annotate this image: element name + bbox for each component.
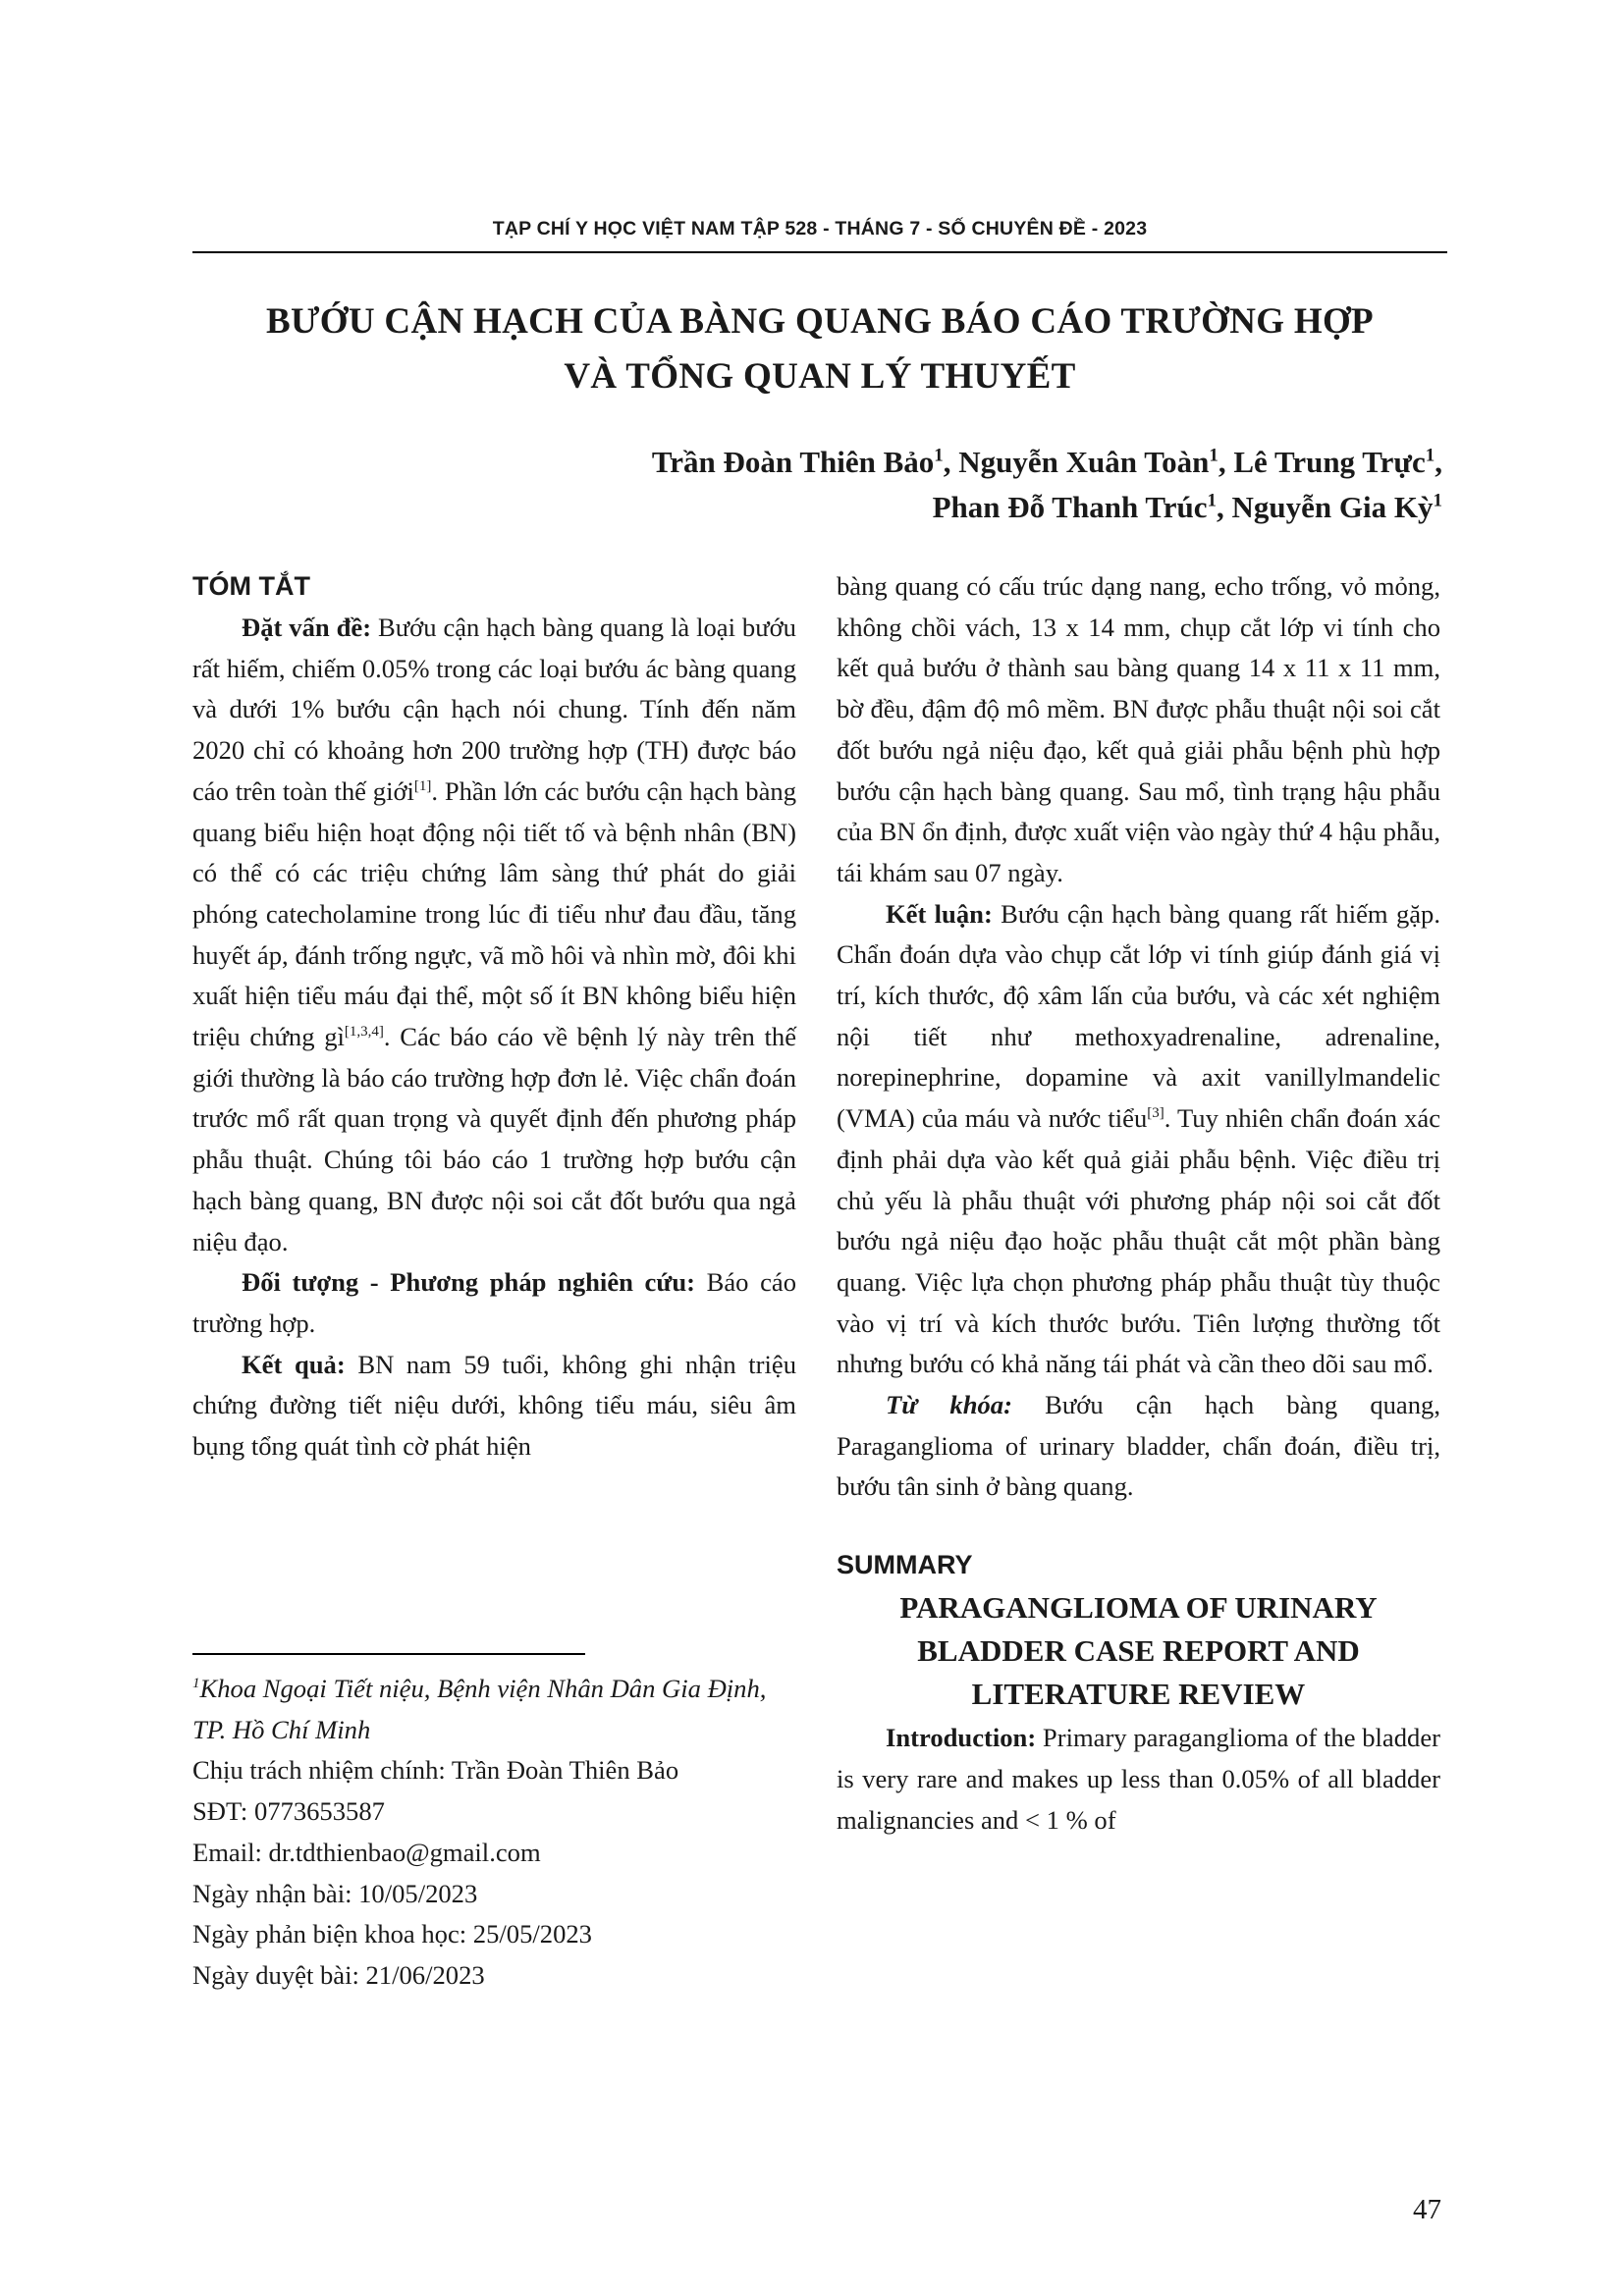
author-name: Phan Đỗ Thanh Trúc	[932, 490, 1208, 524]
email-address: Email: dr.tdthienbao@gmail.com	[192, 1837, 541, 1867]
english-title-line: PARAGANGLIOMA OF URINARY	[899, 1590, 1378, 1626]
results-label: Kết quả:	[242, 1349, 346, 1379]
english-title-line: BLADDER CASE REPORT AND	[917, 1633, 1360, 1669]
right-column	[837, 566, 1440, 1841]
abstract-results	[192, 1345, 796, 1468]
methods-label: Đối tượng - Phương pháp nghiên cứu:	[242, 1267, 695, 1298]
citation-ref: [1,3,4]	[344, 1024, 384, 1041]
author-aff: 1	[1207, 490, 1218, 511]
article-title	[192, 294, 1447, 404]
author-name: Trần Đoàn Thiên Bảo	[651, 445, 935, 479]
author-line-2: Phan Đỗ Thanh Trúc$^1$, Nguyễn Gia Kỳ$^1$	[932, 490, 1442, 524]
affiliation-note	[192, 1669, 801, 1750]
author-line-1: Trần Đoàn Thiên Bảo$^1$, Nguyễn Xuân Toàn$^1$, Lê Trung Trực$^1$,	[651, 445, 1442, 479]
methods-text: Báo cáo trường hợp.	[192, 1267, 796, 1338]
reviewed-date: Ngày phản biện khoa học: 25/05/2023	[192, 1919, 592, 1949]
received-date: Ngày nhận bài: 10/05/2023	[192, 1878, 478, 1908]
page-number: 47	[1413, 2194, 1441, 2225]
conclusion-text: . Tuy nhiên chẩn đoán xác định phải dựa vào kết quả giải phẫu bệnh. Việc điều trị chủ yếu là phẫu thuật với phương pháp nội soi cắt đốt bướu ngả niệu đạo hoặc phẫu thuật cắt một phần bàng quang. Việc lựa chọn phương pháp phẫu thuật tùy thuộc vào vị trí và kích thước bướu. Tiên lượng thường tốt nhưng bướu có khả năng tái phát và cần theo dõi sau mổ.	[837, 1103, 1440, 1379]
affiliation-mark: 1	[192, 1676, 200, 1692]
abstract-methods	[192, 1262, 796, 1344]
title-line-2: VÀ TỔNG QUAN LÝ THUYẾT	[564, 356, 1076, 397]
english-title-line: LITERATURE REVIEW	[971, 1677, 1306, 1712]
english-title	[837, 1586, 1440, 1716]
author-aff: 1	[1433, 490, 1442, 511]
results-text: BN nam 59 tuổi, không ghi nhận triệu chứng đường tiết niệu dưới, không tiểu máu, siêu âm bụng tổng quát tình cờ phát hiện	[192, 1349, 796, 1462]
journal-header: TẠP CHÍ Y HỌC VIỆT NAM TẬP 528 - THÁNG 7 - SỐ CHUYÊN ĐỀ - 2023	[492, 218, 1148, 240]
intro-label: Đặt vấn đề:	[242, 613, 372, 642]
author-aff: 1	[1209, 445, 1218, 466]
header-rule	[192, 251, 1447, 253]
intro-text: . Các báo cáo về bệnh lý này trên thế giới thường là báo cáo trường hợp đơn lẻ. Việc chẩn đoán trước mổ rất quan trọng và quyết định đến phương pháp phẫu thuật. Chúng tôi báo cáo 1 trường hợp bướu cận hạch bàng quang, BN được nội soi cắt đốt bướu qua ngả niệu đạo.	[192, 1022, 797, 1256]
author-name: Nguyễn Xuân Toàn	[958, 445, 1210, 479]
summary-intro-label: Introduction:	[886, 1723, 1037, 1753]
keywords-text: Bướu cận hạch bàng quang, Paraganglioma of urinary bladder, chẩn đoán, điều trị, bướu tân sinh ở bàng quang.	[837, 1390, 1440, 1502]
accepted-date: Ngày duyệt bài: 21/06/2023	[192, 1959, 485, 1990]
keywords-label: Từ khóa:	[886, 1390, 1012, 1420]
summary-heading: SUMMARY	[837, 1550, 973, 1580]
abstract-results-continued: bàng quang có cấu trúc dạng nang, echo trống, vỏ mỏng, không chồi vách, 13 x 14 mm, chụp cắt lớp vi tính cho kết quả bướu ở thành sau bàng quang 14 x 11 x 11 mm, bờ đều, đậm độ mô mềm. BN được phẫu thuật nội soi cắt đốt bướu ngả niệu đạo, kết quả giải phẫu bệnh phù hợp bướu cận hạch bàng quang. Sau mổ, tình trạng hậu phẫu của BN ổn định, được xuất viện vào ngày thứ 4 hậu phẫu, tái khám sau 07 ngày.	[837, 571, 1440, 887]
author-name: Nguyễn Gia Kỳ	[1231, 490, 1434, 524]
abstract-keywords	[837, 1385, 1440, 1508]
author-name: Lê Trung Trực	[1233, 445, 1426, 479]
author-list	[652, 440, 1442, 530]
summary-introduction	[837, 1718, 1440, 1841]
phone-number: SĐT: 0773653587	[192, 1796, 385, 1827]
citation-ref: [3]	[1147, 1105, 1164, 1122]
affiliation-text: Khoa Ngoại Tiết niệu, Bệnh viện Nhân Dân Gia Định, TP. Hồ Chí Minh	[192, 1674, 767, 1744]
citation-ref: [1]	[413, 777, 432, 794]
conclusion-text: Bướu cận hạch bàng quang rất hiếm gặp. Chẩn đoán dựa vào chụp cắt lớp vi tính giúp đánh giá vị trí, kích thước, độ xâm lấn của bướu, và các xét nghiệm nội tiết như methoxyadrenaline, adrenaline, norepinephrine, dopamine và axit vanillylmandelic (VMA) của máu và nước tiểu	[837, 898, 1440, 1134]
title-line-1: BƯỚU CẬN HẠCH CỦA BÀNG QUANG BÁO CÁO TRƯỜNG HỢP	[266, 301, 1374, 342]
conclusion-label: Kết luận:	[886, 898, 993, 929]
summary-intro-text: Primary paraganglioma of the bladder is very rare and makes up less than 0.05% of all bladder malignancies and < 1 % of	[837, 1723, 1440, 1835]
author-aff: 1	[1425, 445, 1435, 466]
left-column	[192, 566, 796, 1468]
corresponding-author: Chịu trách nhiệm chính: Trần Đoàn Thiên Bảo	[192, 1755, 679, 1786]
author-aff: 1	[934, 445, 944, 466]
intro-text: Bướu cận hạch bàng quang là loại bướu rất hiếm, chiếm 0.05% trong các loại bướu ác bàng quang và dưới 1% bướu cận hạch nói chung. Tính đến năm 2020 chỉ có khoảng hơn 200 trường hợp (TH) được báo cáo trên toàn thế giới	[192, 613, 796, 806]
footnotes	[192, 1669, 801, 1997]
abstract-conclusion	[837, 894, 1440, 1385]
abstract-introduction	[192, 608, 796, 1262]
intro-text: . Phần lớn các bướu cận hạch bàng quang biểu hiện hoạt động nội tiết tố và bệnh nhân (BN) có thể có các triệu chứng lâm sàng thứ phát do giải phóng catecholamine trong lúc đi tiểu như đau đầu, tăng huyết áp, đánh trống ngực, vã mồ hôi và nhìn mờ, đôi khi xuất hiện tiểu máu đại thể, một số ít BN không biểu hiện triệu chứng gì	[192, 775, 796, 1052]
abstract-heading: TÓM TẮT	[192, 571, 310, 601]
footnote-rule	[192, 1653, 585, 1655]
